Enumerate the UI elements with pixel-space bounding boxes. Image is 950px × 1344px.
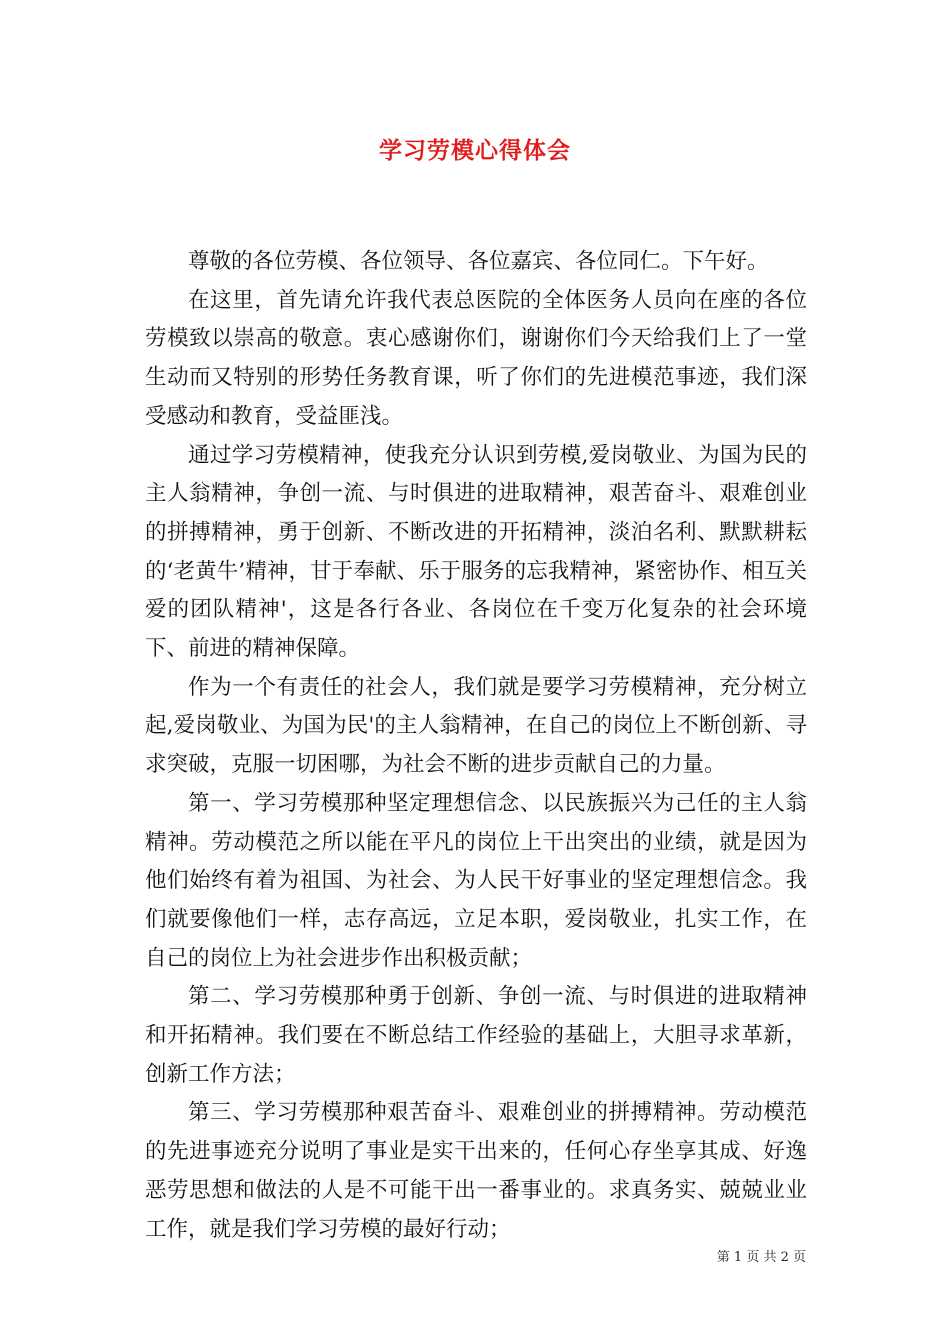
document-body xyxy=(145,243,807,1249)
page-title: 学习劳模心得体会 xyxy=(379,137,571,164)
paragraph-greeting: 尊敬的各位劳模、各位领导、各位嘉宾、各位同仁。下午好。 xyxy=(188,249,769,274)
paragraph-thanks: 在这里，首先请允许我代表总医院的全体医务人员向在座的各位劳模致以崇高的敬意。衷心感谢你们，谢谢你们今天给我们上了一堂生动而又特别的形势任务教育课，听了你们的先进模范事迹，我们深受感动和教育，受益匪浅。 xyxy=(145,287,807,429)
paragraph-point-two: 第二、学习劳模那种勇于创新、争创一流、与时俱进的进取精神和开拓精神。我们要在不断总结工作经验的基础上，大胆寻求革新，创新工作方法； xyxy=(145,984,807,1087)
paragraph-responsibility: 作为一个有责任的社会人，我们就是要学习劳模精神，充分树立起,爱岗敬业、为国为民'的主人翁精神，在自己的岗位上不断创新、寻求突破，克服一切困哪，为社会不断的进步贡献自己的力量。 xyxy=(145,674,807,778)
page-number: 第 1 页 共 2 页 xyxy=(716,1250,806,1265)
paragraph-point-three: 第三、学习劳模那种艰苦奋斗、艰难创业的拼搏精神。劳动模范的先进事迹充分说明了事业是实干出来的，任何心存坐享其成、好逸恶劳思想和做法的人是不可能干出一番事业的。求真务实、兢兢业业工作，就是我们学习劳模的最好行动； xyxy=(145,1100,807,1242)
paragraph-point-one: 第一、学习劳模那种坚定理想信念、以民族振兴为己任的主人翁精神。劳动模范之所以能在平凡的岗位上干出突出的业绩，就是因为他们始终有着为祖国、为社会、为人民干好事业的坚定理想信念。我们就要像他们一样，志存高远，立足本职，爱岗敬业，扎实工作，在自己的岗位上为社会进步作出积极贡献； xyxy=(145,790,807,971)
paragraph-spirit: 通过学习劳模精神，使我充分认识到劳模,爱岗敬业、为国为民的主人翁精神，争创一流、与时俱进的进取精神，艰苦奋斗、艰难创业的拼搏精神，勇于创新、不断改进的开拓精神，淡泊名利、默默耕耘的‘老黄牛’精神，甘于奉献、乐于服务的忘我精神，紧密协作、相互关爱的团队精神'，这是各行各业、各岗位在千变万化复杂的社会环境下、前进的精神保障。 xyxy=(145,442,807,662)
